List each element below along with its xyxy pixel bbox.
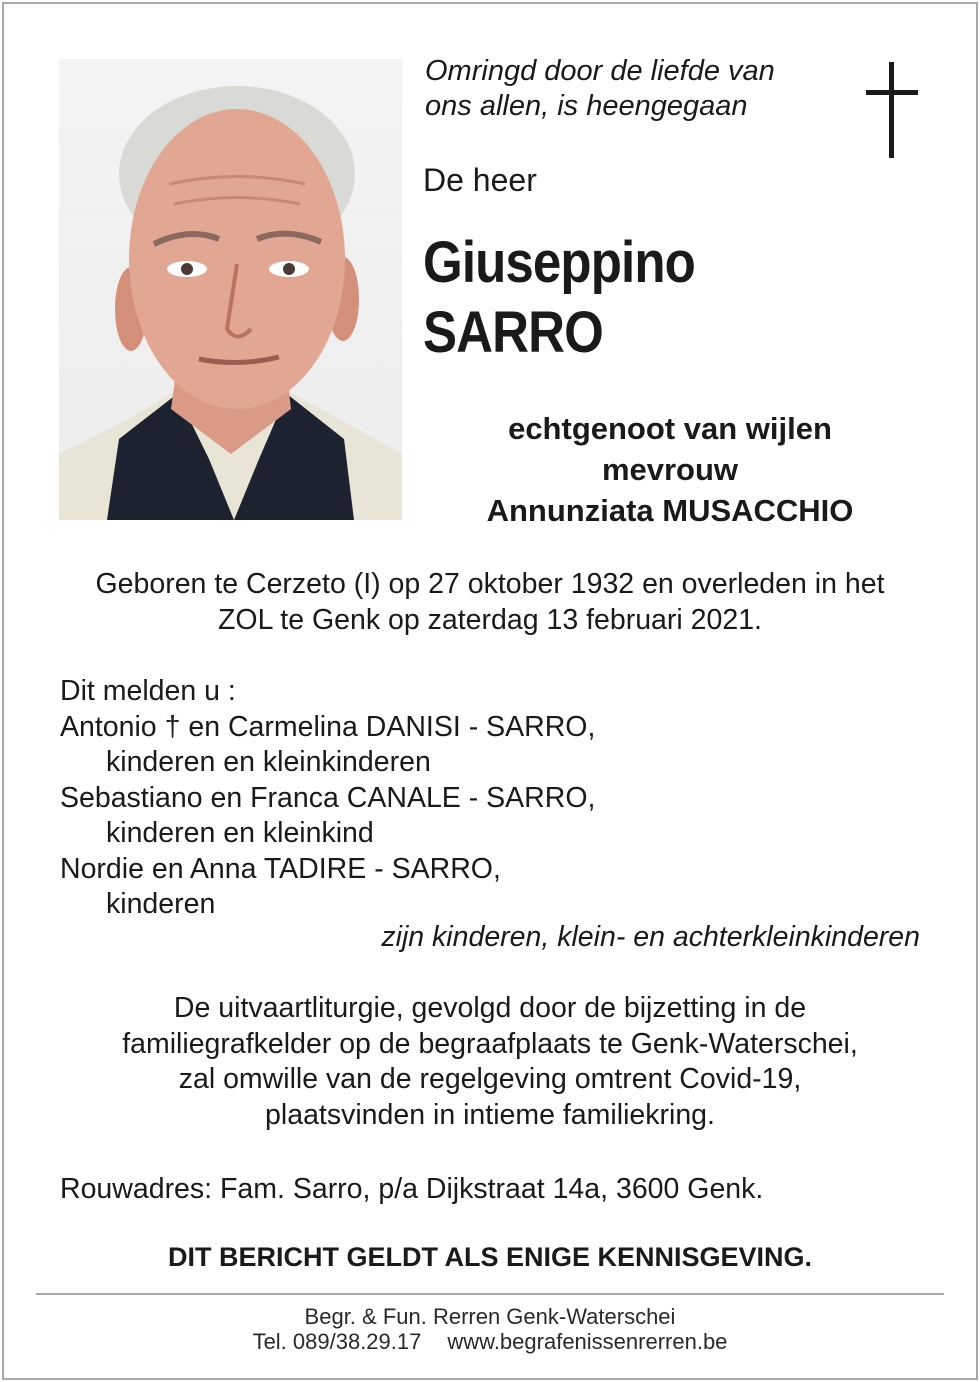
website-link[interactable]: www.begrafenissenrerren.be bbox=[447, 1329, 728, 1354]
intro-text bbox=[425, 54, 845, 124]
announcement-intro: Dit melden u : bbox=[60, 675, 236, 707]
birth-line: Geboren te Cerzeto (I) op 27 oktober 1932 en overleden in het bbox=[95, 568, 885, 600]
mourning-address: Rouwadres: Fam. Sarro, p/a Dijkstraat 14a, 3600 Genk. bbox=[60, 1173, 764, 1205]
funeral-line: De uitvaartliturgie, gevolgd door de bijzetting in de bbox=[173, 992, 807, 1024]
cross-icon bbox=[863, 62, 923, 163]
deceased-name bbox=[423, 228, 695, 368]
phone-number: Tel. 089/38.29.17 bbox=[252, 1329, 422, 1354]
intro-line: ons allen, is heengegaan bbox=[425, 90, 748, 122]
spouse-line: mevrouw bbox=[601, 452, 739, 487]
footer-contact bbox=[40, 1329, 940, 1354]
title-prefix: De heer bbox=[423, 162, 537, 198]
family-descendants: kinderen en kleinkind bbox=[106, 817, 374, 849]
footer bbox=[40, 1304, 940, 1354]
announcement bbox=[60, 674, 940, 923]
intro-line: Omringd door de liefde van bbox=[425, 55, 775, 87]
funeral-text bbox=[40, 991, 940, 1133]
announcement-closing: zijn kinderen, klein- en achterkleinkinderen bbox=[381, 921, 920, 953]
death-line: ZOL te Genk op zaterdag 13 februari 2021. bbox=[218, 604, 762, 636]
first-name: Giuseppino bbox=[423, 230, 695, 295]
notice-text: DIT BERICHT GELDT ALS ENIGE KENNISGEVING. bbox=[167, 1242, 813, 1272]
funeral-line: plaatsvinden in intieme familiekring. bbox=[265, 1098, 715, 1131]
spouse-block bbox=[420, 408, 920, 531]
funeral-line: familiegrafkelder op de begraafplaats te Genk-Waterschei, bbox=[122, 1027, 858, 1060]
funeral-line: zal omwille van de regelgeving omtrent Covid-19, bbox=[178, 1063, 802, 1095]
funeral-company: Begr. & Fun. Rerren Genk-Waterschei bbox=[304, 1304, 676, 1329]
family-descendants: kinderen bbox=[106, 888, 216, 920]
spouse-name: Annunziata MUSACCHIO bbox=[486, 493, 854, 528]
family-names: Antonio † en Carmelina DANISI - SARRO, bbox=[60, 710, 596, 743]
last-name: SARRO bbox=[423, 300, 603, 365]
portrait-photo bbox=[59, 59, 402, 520]
family-names: Nordie en Anna TADIRE - SARRO, bbox=[60, 852, 501, 885]
footer-divider bbox=[36, 1293, 944, 1295]
family-descendants: kinderen en kleinkinderen bbox=[106, 746, 431, 778]
spouse-line: echtgenoot van wijlen bbox=[508, 411, 832, 446]
family-names: Sebastiano en Franca CANALE - SARRO, bbox=[60, 781, 596, 814]
birth-death-text bbox=[40, 566, 940, 638]
